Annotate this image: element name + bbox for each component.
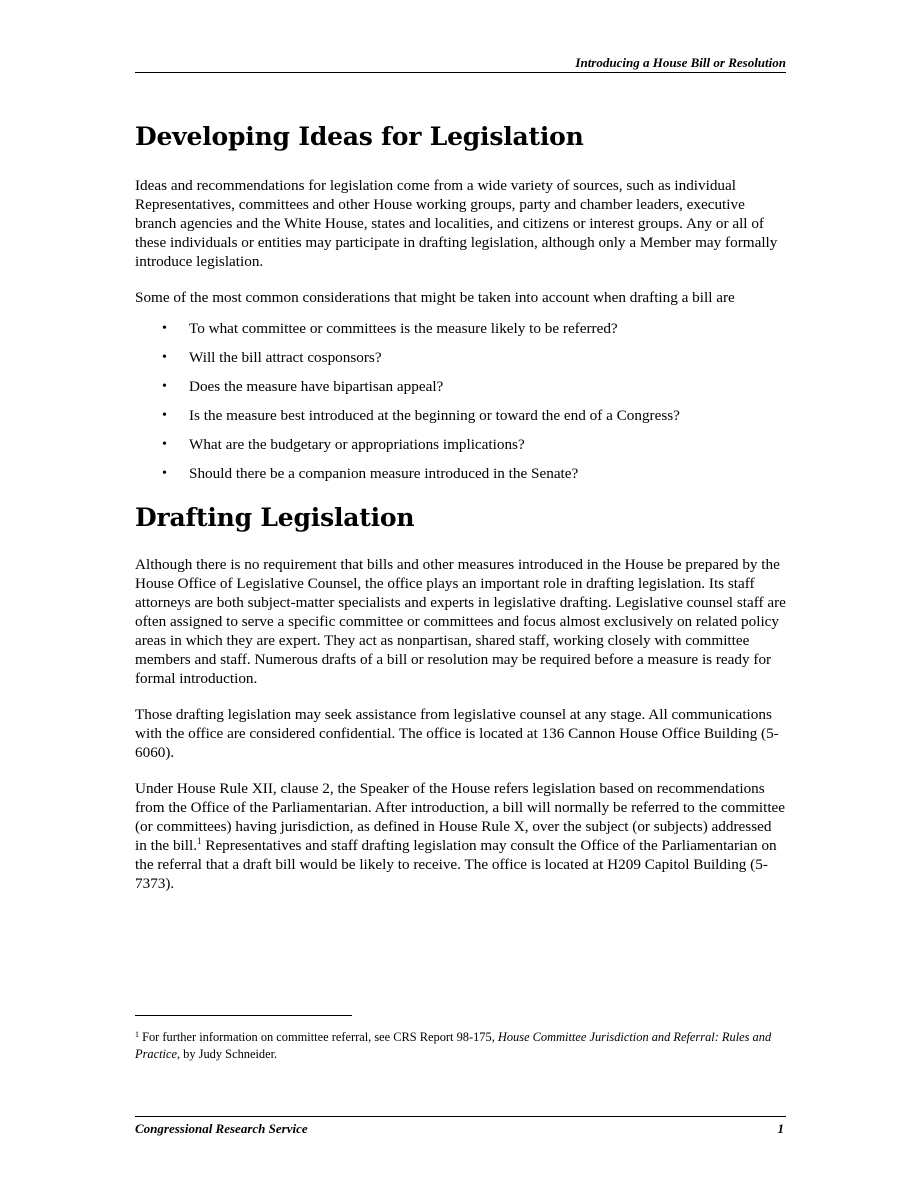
footer-rule	[135, 1116, 786, 1117]
footer-organization: Congressional Research Service	[135, 1121, 308, 1136]
footnote-reference[interactable]: 1	[197, 836, 202, 846]
section2-paragraph-3	[135, 779, 786, 893]
list-item	[135, 406, 786, 425]
bullet-icon: •	[162, 321, 167, 336]
list-item	[135, 348, 786, 367]
paragraph-text: Under House Rule XII, clause 2, the Speaker of the House refers legislation based on recommendations from the Office of the Parliamentarian. After introduction, a bill will normally be referred to the committee (or committees) having jurisdiction, as defined in House Rule X, over the subject (or subjects) addressed in the bill.	[135, 780, 786, 854]
section2-paragraph-1: Although there is no requirement that bills and other measures introduced in the House be prepared by the House Office of Legislative Counsel, the office plays an important role in drafting legislation. Its staff attorneys are both subject-matter specialists and experts in legislative drafting. Legislative counsel staff are often assigned to serve a specific committee or committees and focus almost exclusively on related policy areas in which they are expert. They act as nonpartisan, shared staff, working closely with committee members and staff. Numerous drafts of a bill or resolution may be required before a measure is ready for formal introduction.	[135, 556, 786, 687]
list-item-text: Is the measure best introduced at the beginning or toward the end of a Congress?	[189, 407, 680, 424]
list-item-text: Does the measure have bipartisan appeal?	[189, 378, 444, 395]
list-item-text: What are the budgetary or appropriations implications?	[189, 436, 525, 453]
list-item	[135, 319, 786, 338]
header-rule	[135, 72, 786, 73]
section1-paragraph-1: Ideas and recommendations for legislation come from a wide variety of sources, such as individual Representatives, committees and other House working groups, party and chamber leaders, executive branch agencies and the White House, states and localities, and citizens or interest groups. Any or all of these individuals or entities may participate in drafting legislation, although only a Member may formally introduce legislation.	[135, 177, 778, 270]
footnote-text: , by Judy Schneider.	[176, 1047, 278, 1061]
list-item-text: Should there be a companion measure introduced in the Senate?	[189, 465, 579, 482]
bullet-icon: •	[162, 466, 167, 481]
list-item-text: Will the bill attract cosponsors?	[189, 349, 382, 366]
list-item	[135, 464, 786, 483]
main-content	[135, 120, 786, 910]
section-heading-developing-ideas: Developing Ideas for Legislation	[135, 122, 584, 151]
footnote	[135, 1026, 786, 1063]
bullet-icon: •	[162, 350, 167, 365]
list-item	[135, 435, 786, 454]
footnote-mark: 1	[135, 1030, 139, 1039]
running-header: Introducing a House Bill or Resolution	[575, 55, 786, 70]
footnote-text: For further information on committee referral, see CRS Report 98-175,	[139, 1030, 498, 1044]
section2-paragraph-2: Those drafting legislation may seek assistance from legislative counsel at any stage. All communications with the office are considered confidential. The office is located at 136 Cannon House Office Building (5-6060).	[135, 706, 779, 761]
bullet-icon: •	[162, 379, 167, 394]
section-heading-drafting-legislation: Drafting Legislation	[135, 503, 415, 532]
footnote-cited-title: House Committee Jurisdiction and Referral: Rules and Practice	[135, 1030, 772, 1061]
page-footer	[135, 1120, 786, 1137]
considerations-list	[135, 319, 786, 483]
list-item-text: To what committee or committees is the measure likely to be referred?	[189, 320, 618, 337]
section1-paragraph-2: Some of the most common considerations that might be taken into account when drafting a bill are	[135, 289, 735, 306]
list-item	[135, 377, 786, 396]
page-number: 1	[777, 1121, 784, 1136]
footnote-separator	[135, 1015, 352, 1016]
bullet-icon: •	[162, 408, 167, 423]
paragraph-text: Representatives and staff drafting legislation may consult the Office of the Parliamentarian on the referral that a draft bill would be likely to receive. The office is located at H209 Capitol Building (5-7373).	[135, 837, 777, 892]
bullet-icon: •	[162, 437, 167, 452]
